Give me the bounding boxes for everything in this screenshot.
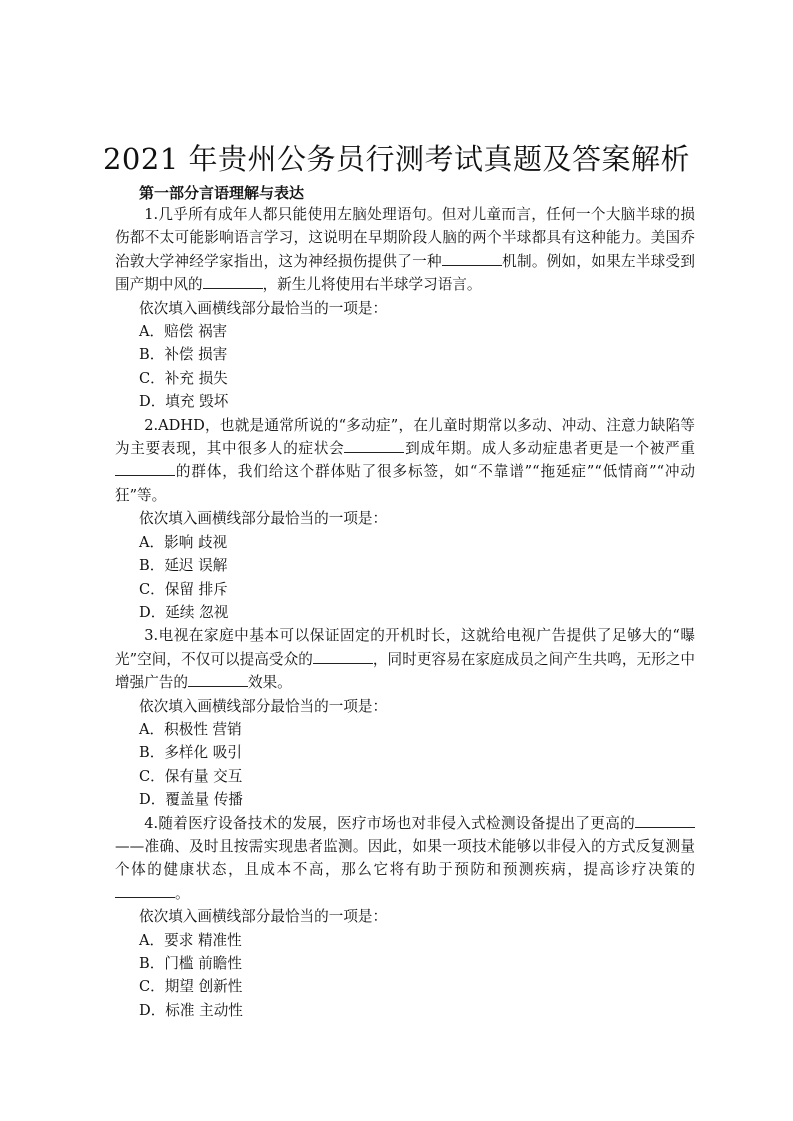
option-d: D．标准 主动性 — [139, 1001, 243, 1019]
section-heading: 第一部分言语理解与表达 — [139, 184, 305, 202]
question-stem — [115, 812, 695, 906]
blank-line — [188, 672, 248, 687]
question-4 — [115, 812, 695, 1023]
blank-line — [442, 251, 502, 266]
option-b: B．补偿 损害 — [139, 346, 228, 364]
option-b: B．门槛 前瞻性 — [139, 955, 242, 972]
question-stem — [115, 414, 695, 508]
option-c: C．补充 损失 — [139, 369, 228, 387]
question-prompt: 依次填入画横线部分最恰当的一项是： — [139, 299, 388, 317]
blank-line — [115, 461, 175, 476]
question-prompt: 依次填入画横线部分最恰当的一项是： — [139, 908, 388, 926]
document-body — [115, 203, 695, 1022]
question-prompt: 依次填入画横线部分最恰当的一项是： — [139, 697, 388, 715]
blank-line — [115, 883, 175, 898]
stem-text: 1.几乎所有成年人都只能使用左脑处理语句。但对儿童而言，任何一个大脑半球的损伤都不太可能影响语言学习，这说明在早期阶段人脑的两个半球都具有这种能力。美国乔治敦大学神经学家指出，这为神经损伤提供了一种 — [115, 206, 695, 270]
option-a: A．赔偿 祸害 — [139, 323, 228, 341]
blank-line — [635, 813, 695, 828]
stem-text: 4.随着医疗设备技术的发展，医疗市场也对非侵入式检测设备提出了更高的 — [144, 814, 635, 832]
option-a: A．积极性 营销 — [139, 720, 242, 738]
option-d: D．填充 毁坏 — [139, 393, 229, 411]
option-d: D．覆盖量 传播 — [139, 791, 243, 809]
stem-text: 到成年期。成人多动症患者更是一个被严重 — [404, 440, 695, 458]
stem-text: 3.电视在家庭中基本可以保证固定的开机时长，这就给电视广告提供了足够大的“曝光”空间，不仅可以提高受众的 — [115, 627, 695, 668]
option-b: B．延迟 误解 — [139, 557, 228, 575]
stem-text: 的群体，我们给这个群体贴了很多标签，如“不靠谱”“拖延症”“低情商”“冲动狂”等。 — [115, 463, 695, 504]
question-3 — [115, 624, 695, 811]
stem-text: 。 — [175, 884, 190, 902]
question-1 — [115, 203, 695, 414]
blank-line — [203, 274, 263, 289]
option-c: C．期望 创新性 — [139, 978, 243, 996]
question-stem — [115, 203, 695, 297]
question-stem — [115, 624, 695, 694]
option-a: A．影响 歧视 — [139, 533, 228, 551]
stem-text: ，新生儿将使用右半球学习语言。 — [262, 276, 482, 294]
option-c: C．保留 排斥 — [139, 580, 228, 598]
stem-text: 机制。例如，如果左半球受到围产期中风的 — [115, 252, 695, 294]
option-a: A．要求 精准性 — [139, 931, 242, 949]
option-b: B．多样化 吸引 — [139, 744, 242, 762]
blank-line — [313, 649, 373, 664]
option-c: C．保有量 交互 — [139, 767, 243, 785]
question-2 — [115, 414, 695, 625]
stem-text: 效果。 — [247, 674, 292, 692]
document-title: 2021 年贵州公务员行测考试真题及答案解析 — [102, 142, 691, 176]
stem-text: ——准确、及时且按需实现患者监测。因此，如果一项技术能够以非侵入的方式反复测量个体的健康状态，且成本不高，那么它将有助于预防和预测疾病，提高诊疗决策的 — [115, 837, 695, 879]
blank-line — [344, 438, 404, 453]
question-prompt: 依次填入画横线部分最恰当的一项是： — [139, 510, 388, 528]
option-d: D．延续 忽视 — [139, 603, 229, 621]
stem-text: 2.ADHD，也就是通常所说的“多动症”，在儿童时期常以多动、冲动、注意力缺陷等为主要表现，其中很多人的症状会 — [115, 416, 695, 458]
stem-text: ，同时更容易在家庭成员之间产生共鸣，无形之中增强广告的 — [115, 650, 695, 692]
